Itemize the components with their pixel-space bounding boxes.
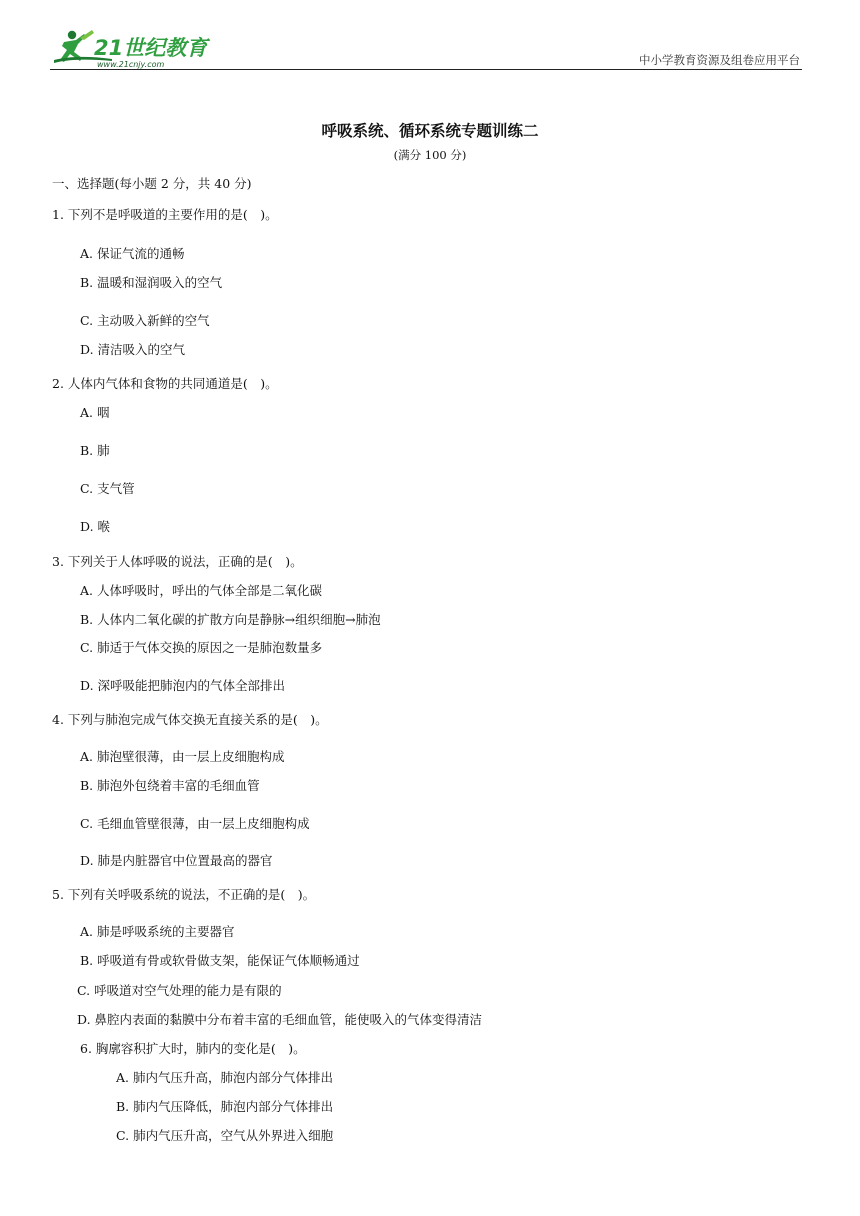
logo-text: 21世纪教育 xyxy=(94,36,208,60)
question-option: C. 呼吸道对空气处理的能力是有限的 xyxy=(77,983,282,998)
question-stem: 4. 下列与肺泡完成气体交换无直接关系的是( )。 xyxy=(52,712,328,727)
question-option: D. 喉 xyxy=(80,519,111,534)
question-option: A. 保证气流的通畅 xyxy=(80,246,185,261)
question-option: C. 肺内气压升高，空气从外界进入细胞 xyxy=(116,1128,334,1143)
question-option: A. 肺泡壁很薄，由一层上皮细胞构成 xyxy=(80,749,285,764)
question-option: D. 清洁吸入的空气 xyxy=(80,342,186,357)
question-option: B. 温暖和湿润吸入的空气 xyxy=(80,275,223,290)
question-option: C. 主动吸入新鲜的空气 xyxy=(80,313,210,328)
question-option: A. 人体呼吸时，呼出的气体全部是二氧化碳 xyxy=(80,583,322,598)
question-option: B. 肺 xyxy=(80,443,110,458)
page-subtitle: (满分 100 分) xyxy=(393,148,467,162)
question-stem: 3. 下列关于人体呼吸的说法，正确的是( )。 xyxy=(52,554,303,569)
question-stem: 6. 胸廓容积扩大时，肺内的变化是( )。 xyxy=(80,1041,306,1056)
section-heading: 一、选择题(每小题 2 分，共 40 分) xyxy=(52,176,252,191)
question-option: C. 支气管 xyxy=(80,481,135,496)
question-option: D. 深呼吸能把肺泡内的气体全部排出 xyxy=(80,678,286,693)
question-option: B. 人体内二氧化碳的扩散方向是静脉→组织细胞→肺泡 xyxy=(80,612,381,627)
question-option: B. 呼吸道有骨或软骨做支架，能保证气体顺畅通过 xyxy=(80,953,360,968)
question-option: D. 鼻腔内表面的黏膜中分布着丰富的毛细血管，能使吸入的气体变得清洁 xyxy=(77,1012,483,1027)
question-option: B. 肺内气压降低，肺泡内部分气体排出 xyxy=(116,1099,334,1114)
question-option: A. 咽 xyxy=(80,405,110,420)
question-stem: 2. 人体内气体和食物的共同通道是( )。 xyxy=(52,376,278,391)
question-option: C. 肺适于气体交换的原因之一是肺泡数量多 xyxy=(80,640,323,655)
question-option: D. 肺是内脏器官中位置最高的器官 xyxy=(80,853,273,868)
question-option: C. 毛细血管壁很薄，由一层上皮细胞构成 xyxy=(80,816,310,831)
question-option: B. 肺泡外包绕着丰富的毛细血管 xyxy=(80,778,260,793)
header-divider xyxy=(50,69,802,70)
question-option: A. 肺是呼吸系统的主要器官 xyxy=(80,924,235,939)
platform-name: 中小学教育资源及组卷应用平台 xyxy=(639,53,800,67)
question-stem: 5. 下列有关呼吸系统的说法，不正确的是( )。 xyxy=(52,887,316,902)
question-stem: 1. 下列不是呼吸道的主要作用的是( )。 xyxy=(52,207,278,222)
question-option: A. 肺内气压升高，肺泡内部分气体排出 xyxy=(116,1070,333,1085)
logo-url-text: www.21cnjy.com xyxy=(97,60,165,69)
page-header xyxy=(50,26,802,70)
logo xyxy=(50,26,220,70)
page-title: 呼吸系统、循环系统专题训练二 xyxy=(321,122,539,140)
